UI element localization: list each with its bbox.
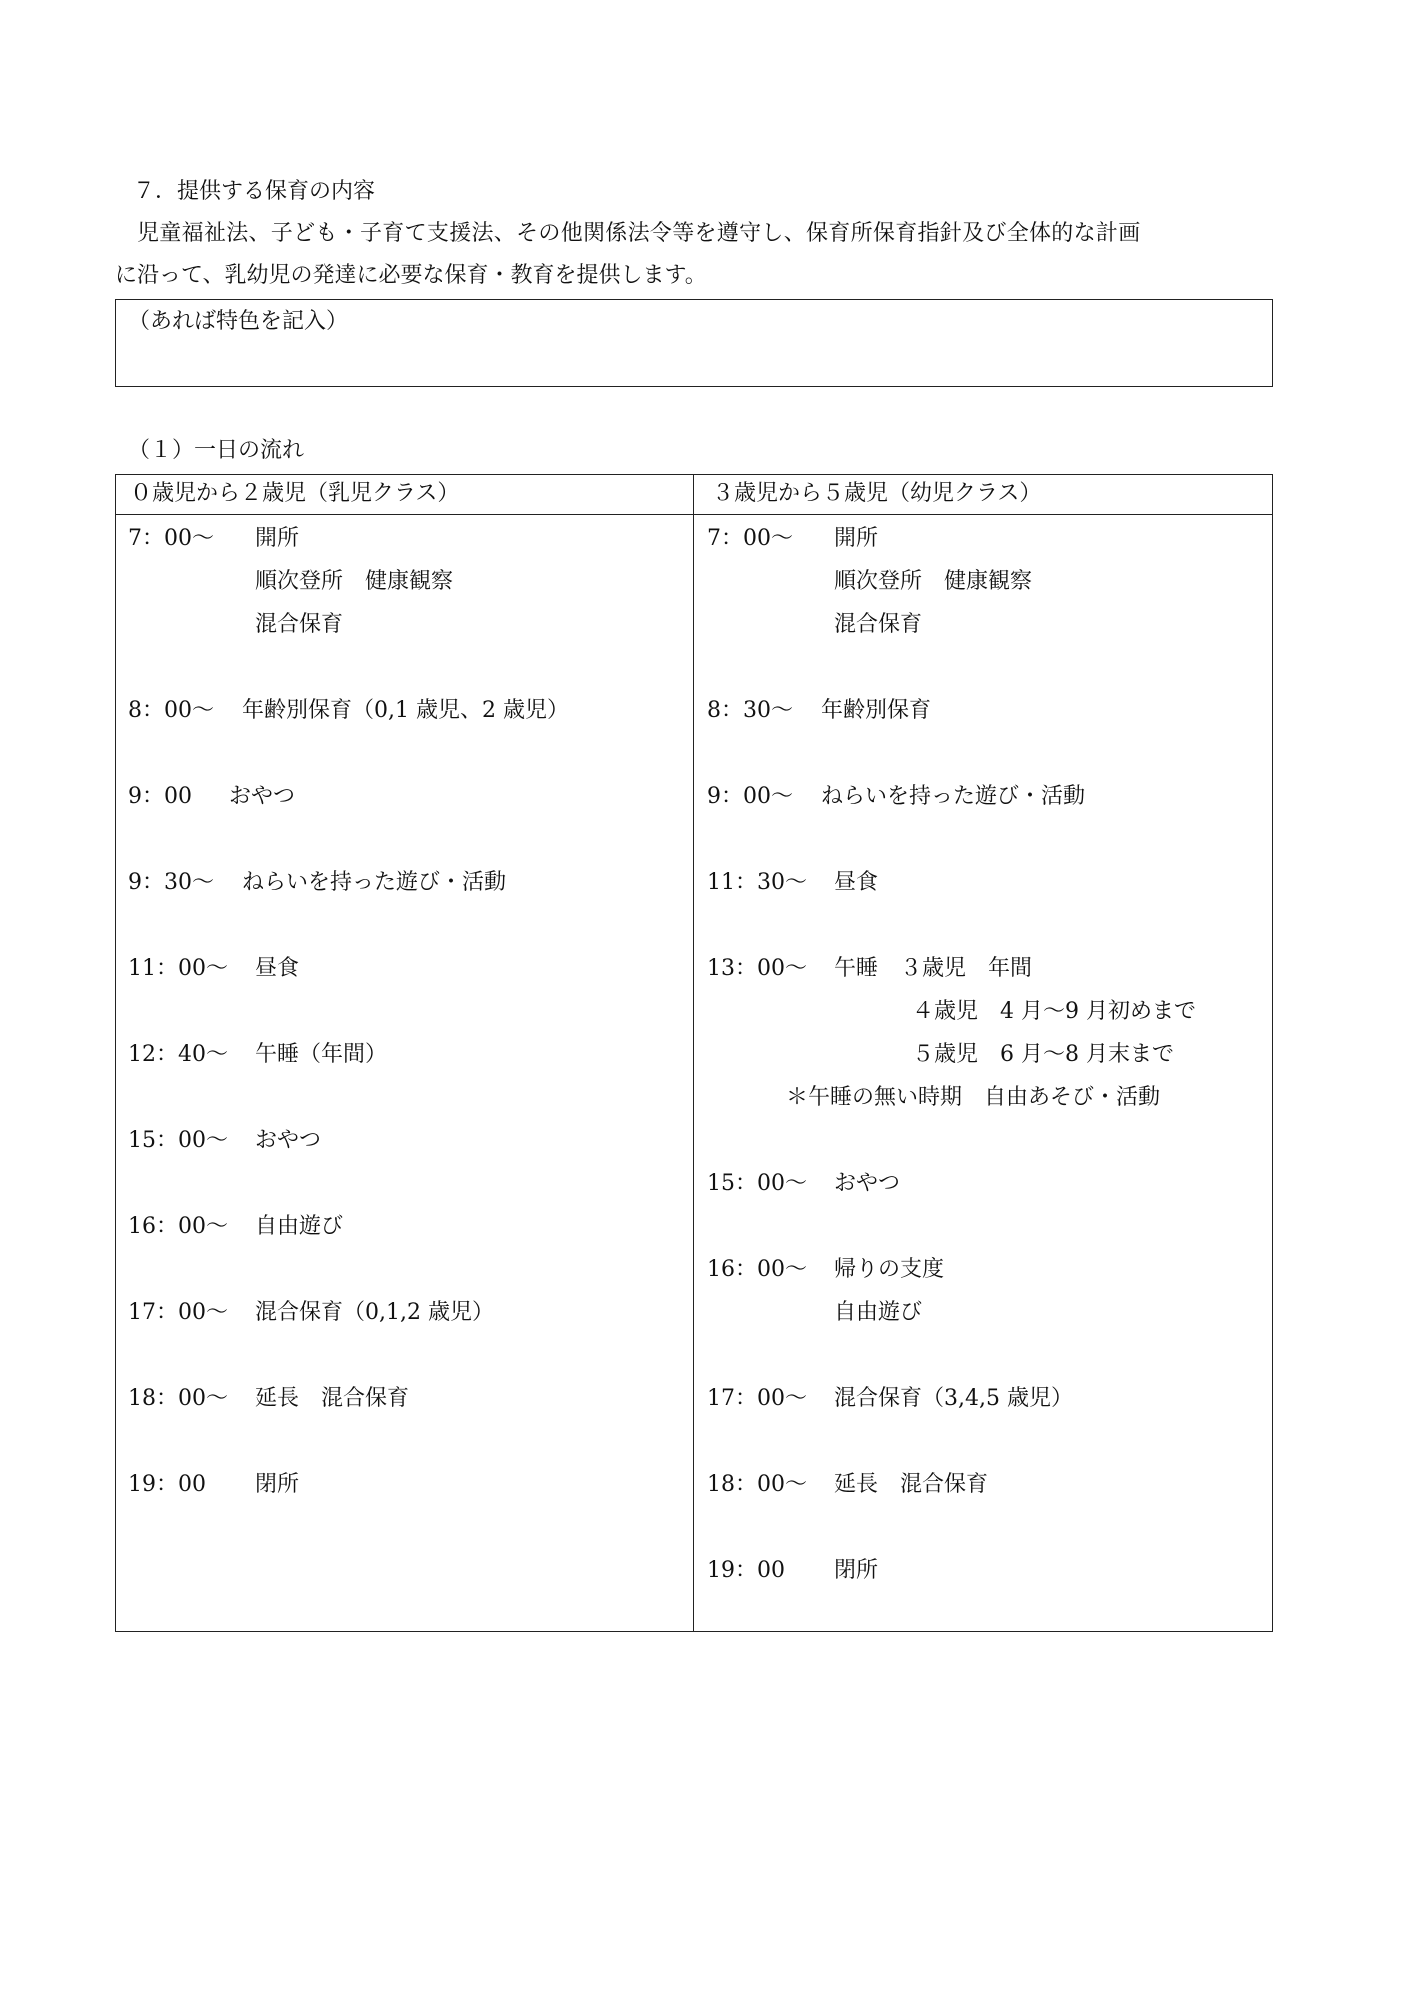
toddler-time: 15：00～ <box>707 1171 807 1196</box>
toddler-time: 18：00～ <box>707 1472 807 1497</box>
infant-time: 18：00～ <box>128 1386 228 1411</box>
infant-time: 17：00～ <box>128 1300 228 1325</box>
toddler-activity: 自由遊び <box>834 1300 923 1325</box>
infant-time: 8：00～ <box>128 698 214 723</box>
infant-activity: ねらいを持った遊び・活動 <box>242 870 507 895</box>
infant-time: 19：00 <box>128 1472 206 1497</box>
infant-activity: 混合保育 <box>255 612 344 637</box>
toddler-activity: 帰りの支度 <box>834 1257 945 1282</box>
toddler-time: 11：30～ <box>707 870 807 895</box>
toddler-activity: 混合保育 <box>834 612 923 637</box>
toddler-activity: 閉所 <box>834 1558 879 1583</box>
toddler-time: 8：30～ <box>707 698 793 723</box>
infant-column-header: ０歳児から２歳児（乳児クラス） <box>130 481 460 506</box>
infant-activity: 午睡（年間） <box>255 1042 388 1067</box>
toddler-activity: 延長 混合保育 <box>834 1472 989 1497</box>
section-heading: ７．提供する保育の内容 <box>133 179 376 204</box>
infant-time: 9：00 <box>128 784 192 809</box>
toddler-activity: おやつ <box>834 1171 901 1196</box>
schedule-title: （１）一日の流れ <box>128 438 305 463</box>
toddler-activity: 昼食 <box>834 870 879 895</box>
infant-activity: 自由遊び <box>255 1214 344 1239</box>
infant-time: 16：00～ <box>128 1214 228 1239</box>
toddler-time: 17：00～ <box>707 1386 807 1411</box>
toddler-activity: ねらいを持った遊び・活動 <box>821 784 1086 809</box>
schedule-table-column-divider <box>693 474 694 1632</box>
infant-activity: 混合保育（0,1,2 歳児） <box>255 1300 494 1325</box>
schedule-table-header-divider <box>115 514 1273 515</box>
intro-line-1: 児童福祉法、子ども・子育て支援法、その他関係法令等を遵守し、保育所保育指針及び全体的な計画 <box>137 221 1141 246</box>
toddler-time: 9：00～ <box>707 784 793 809</box>
toddler-activity: 開所 <box>834 526 879 551</box>
toddler-activity: 順次登所 健康観察 <box>834 569 1033 594</box>
toddler-activity: 混合保育（3,4,5 歳児） <box>834 1386 1073 1411</box>
infant-time: 15：00～ <box>128 1128 228 1153</box>
infant-activity: おやつ <box>255 1128 322 1153</box>
infant-activity: 閉所 <box>255 1472 300 1497</box>
toddler-time: 7：00～ <box>707 526 793 551</box>
toddler-activity: ＊午睡の無い時期 自由あそび・活動 <box>786 1085 1161 1110</box>
infant-activity: 延長 混合保育 <box>255 1386 410 1411</box>
toddler-time: 16：00～ <box>707 1257 807 1282</box>
toddler-time: 13：00～ <box>707 956 807 981</box>
infant-time: 12：40～ <box>128 1042 228 1067</box>
infant-activity: 順次登所 健康観察 <box>255 569 454 594</box>
infant-time: 9：30～ <box>128 870 214 895</box>
toddler-time: 19：00 <box>707 1558 785 1583</box>
feature-note-text: （あれば特色を記入） <box>128 309 349 334</box>
infant-activity: 開所 <box>255 526 300 551</box>
toddler-activity: 年齢別保育 <box>821 698 932 723</box>
infant-activity: おやつ <box>229 784 296 809</box>
toddler-column-header: ３歳児から５歳児（幼児クラス） <box>712 481 1042 506</box>
infant-time: 7：00～ <box>128 526 214 551</box>
infant-activity: 昼食 <box>255 956 300 981</box>
intro-line-2: に沿って、乳幼児の発達に必要な保育・教育を提供します。 <box>115 263 707 288</box>
toddler-activity: 午睡 ３歳児 年間 <box>834 956 1033 981</box>
infant-time: 11：00～ <box>128 956 228 981</box>
toddler-activity: ５歳児 6 月～8 月末まで <box>912 1042 1174 1067</box>
infant-activity: 年齢別保育（0,1 歳児、2 歳児） <box>242 698 569 723</box>
toddler-activity: ４歳児 4 月～9 月初めまで <box>912 999 1196 1024</box>
